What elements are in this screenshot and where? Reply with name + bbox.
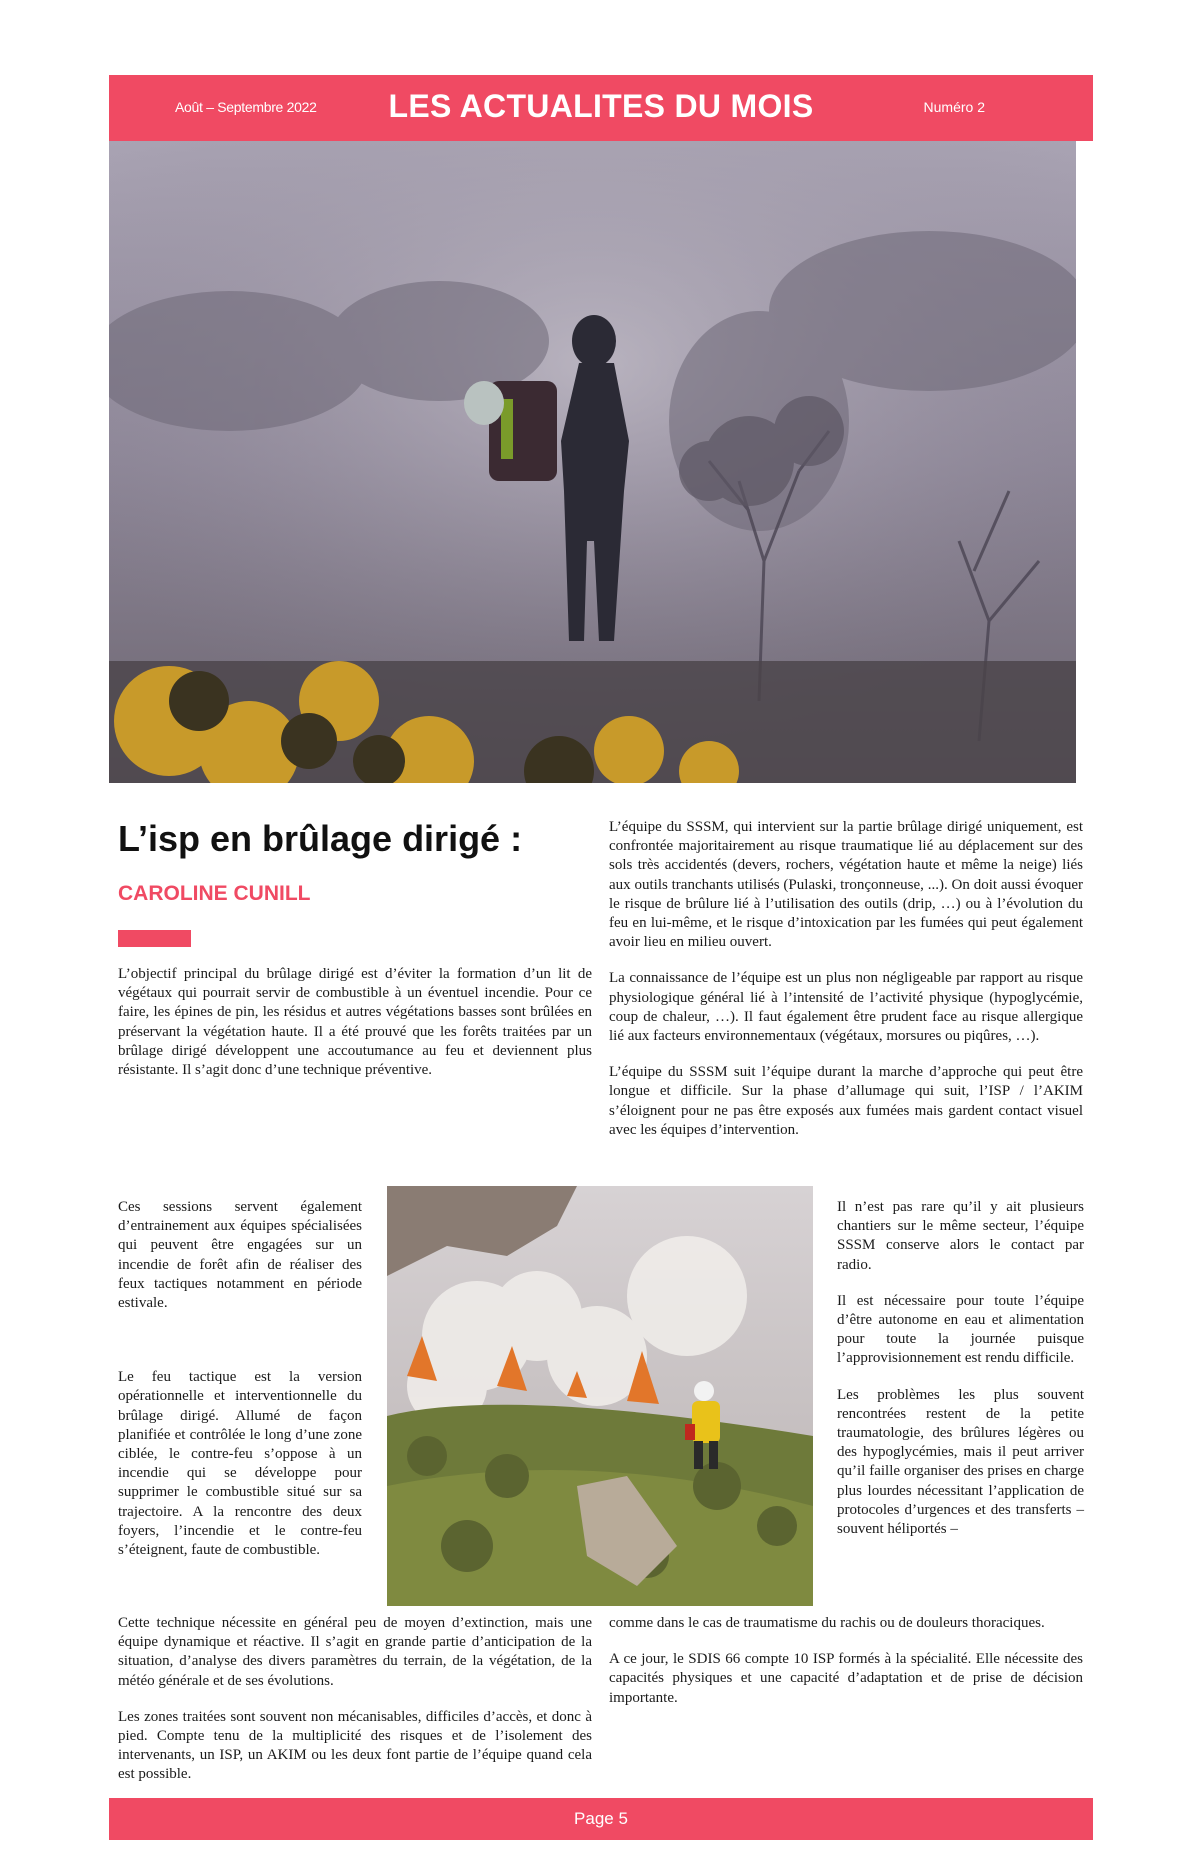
left-narrow-column [118, 1198, 362, 1560]
right-narrow-column [837, 1198, 1084, 1539]
intro-paragraph [118, 965, 592, 1080]
paragraph-trauma: comme dans le cas de traumatisme du rachis ou de douleurs thoraciques. [609, 1615, 1045, 1631]
paragraph-autonomy: Il est nécessaire pour toute l’équipe d’être autonome en eau et alimentation pour toute la journée puisque l’approvisionnement est rendu difficile. [837, 1292, 1084, 1367]
accent-divider [118, 930, 191, 947]
paragraph-knowledge: La connaissance de l’équipe est un plus non négligeable par rapport au risque physiologique général lié à l’intensité de l’activité physique (hypoglycémie, coup de chaleur, …). Il faut également être prudent face au risque allergique lié aux facteurs environnementaux (végétaux, morsures ou piqûres, …). [609, 970, 1083, 1045]
issue-number: Numéro 2 [923, 99, 985, 115]
paragraph-zones: Les zones traitées sont souvent non mécanisables, difficiles d’accès, et donc à pied. Compte tenu de la multiplicité des risques et de l’isolement des intervenants, un ISP, un AKIM ou les deux font partie de l’équipe quand cela est possible. [118, 1708, 592, 1783]
footer-bar [109, 1798, 1093, 1840]
article-title: L’isp en brûlage dirigé : [118, 818, 523, 859]
bottom-right-column [609, 1614, 1083, 1708]
firefighter-smoke-image [109, 141, 1076, 783]
paragraph-sdis: A ce jour, le SDIS 66 compte 10 ISP formés à la spécialité. Elle nécessite des capacités physiques et une capacité d’adaptation et de prise de décision importante. [609, 1651, 1083, 1706]
paragraph-risks: L’équipe du SSSM, qui intervient sur la partie brûlage dirigé uniquement, est confrontée majoritairement au risque traumatique lié au déplacement sur des sols très accidentés (devers, rochers, végétation haute et même la neige) liés aux outils tranchants utilisés (Pulaski, tronçonneuse, ...). On doit aussi évoquer le risque de brûlure lié à l’utilisation des outils (drip, …) ou à l’évolution du feu en lui-même, et le risque d’intoxication par les fumées qui peut également avoir lieu en milieu ouvert. [609, 819, 1083, 951]
issue-date: Août – Septembre 2022 [175, 99, 317, 115]
paragraph-problems: Les problèmes les plus souvent rencontrées restent de la petite traumatologie, des brûlures légères ou des hypoglycémies, mais il peut arriver qu’il faille organiser des prises en charge plus lourdes nécessitant l’application de protocoles d’urgences et des transferts – souvent héliportés – [837, 1386, 1084, 1538]
paragraph-sessions: Ces sessions servent également d’entrainement aux équipes spécialisées qui peuvent être engagées sur un incendie de forêt afin de réaliser des feux tactiques notamment en période estivale. [118, 1199, 362, 1312]
newsletter-title: LES ACTUALITES DU MOIS [388, 88, 814, 124]
right-column-upper [609, 818, 1083, 1140]
paragraph-approach: L’équipe du SSSM suit l’équipe durant la marche d’approche qui peut être longue et difficile. Sur la phase d’allumage qui suit, l’ISP / l’AKIM s’éloignent pour ne pas être exposés aux fumées mais gardent contact visuel avec les équipes d’intervention. [609, 1064, 1083, 1138]
header-bar [109, 75, 1093, 141]
paragraph-technique: Cette technique nécessite en général peu de moyen d’extinction, mais une équipe dynamique et réactive. Il s’agit en grande partie d’anticipation de la situation, d’analyse des divers paramètres du terrain, de la végétation, de la météo générale et de ses évolutions. [118, 1615, 592, 1689]
bottom-left-column [118, 1614, 592, 1785]
paragraph-radio: Il n’est pas rare qu’il y ait plusieurs chantiers sur le même secteur, l’équipe SSSM conserve alors le contact par radio. [837, 1199, 1084, 1273]
page-number: Page 5 [574, 1809, 628, 1828]
burn-photo [387, 1186, 813, 1606]
article-author: CAROLINE CUNILL [118, 882, 311, 905]
hero-photo [109, 141, 1076, 783]
paragraph-tactical-fire: Le feu tactique est la version opérationnelle et interventionnelle du brûlage dirigé. Allumé de façon planifiée et contrôlée le long d’une zone ciblée, le contre-feu s’oppose à un incendie qui se développe pour supprimer le combustible situé sur sa trajectoire. A la rencontre des deux foyers, l’incendie et le contre-feu s’éteignent, faute de combustible. [118, 1369, 362, 1559]
controlled-burn-image [387, 1186, 813, 1606]
intro-text: L’objectif principal du brûlage dirigé est d’éviter la formation d’un lit de végétaux qui pourrait servir de combustible à un éventuel incendie. Pour ce faire, les épines de pin, les résidus et autres végétations basses sont brûlées en préservant la végétation haute. Il a été prouvé que les forêts traitées par un brûlage dirigé développent une accoutumance au feu et deviennent plus résistante. Il s’agit donc d’une technique préventive. [118, 966, 592, 1079]
